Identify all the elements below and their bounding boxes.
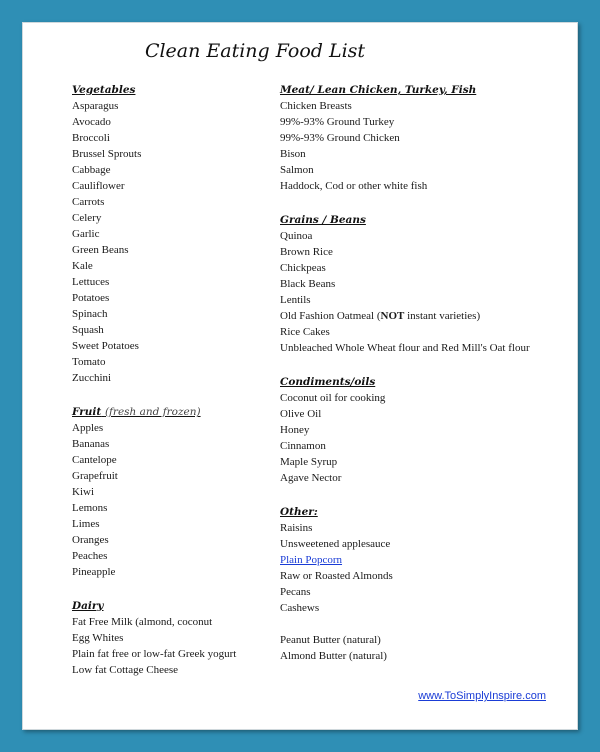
website-link[interactable]: www.ToSimplyInspire.com (418, 690, 546, 702)
section-spacer (72, 386, 272, 404)
fruit-list (72, 420, 272, 580)
vegetables-section (72, 82, 272, 386)
list-item: Bison (280, 148, 306, 160)
condiments-section (280, 374, 570, 486)
vegetables-heading: Vegetables (72, 84, 136, 96)
dairy-section (72, 598, 272, 678)
list-item: Coconut oil for cooking (280, 392, 386, 404)
meat-heading: Meat/ Lean Chicken, Turkey, Fish (280, 84, 477, 96)
fruit-heading-label: Fruit (72, 406, 102, 418)
list-item: Lentils (280, 294, 311, 306)
list-item: Lemons (72, 502, 108, 514)
other-list (280, 520, 570, 664)
list-item: Brown Rice (280, 246, 333, 258)
list-item: Potatoes (72, 292, 110, 304)
list-item: 99%-93% Ground Chicken (280, 132, 400, 144)
list-item: Cabbage (72, 164, 111, 176)
grains-section (280, 212, 570, 356)
condiments-list (280, 390, 570, 486)
other-heading: Other: (280, 506, 318, 518)
list-item: Raisins (280, 522, 313, 534)
list-item: Kiwi (72, 486, 94, 498)
list-item: Cashews (280, 602, 320, 614)
list-item: Brussel Sprouts (72, 148, 142, 160)
list-item: Garlic (72, 228, 100, 240)
list-item: Squash (72, 324, 104, 336)
list-item: Avocado (72, 116, 111, 128)
list-item: Rice Cakes (280, 326, 330, 338)
dairy-heading: Dairy (72, 600, 104, 612)
list-item: Low fat Cottage Cheese (72, 664, 178, 676)
list-item: Unbleached Whole Wheat flour and Red Mill's Oat flour (280, 342, 530, 354)
list-item: Tomato (72, 356, 106, 368)
grains-heading: Grains / Beans (280, 214, 366, 226)
list-item: Chickpeas (280, 262, 326, 274)
list-item: Pineapple (72, 566, 116, 578)
list-item: Limes (72, 518, 100, 530)
list-item: Peanut Butter (natural) (280, 634, 381, 646)
section-spacer (72, 580, 272, 598)
fruit-heading (72, 404, 272, 420)
meat-section (280, 82, 570, 194)
meat-list (280, 98, 570, 194)
list-item: Lettuces (72, 276, 110, 288)
fruit-section (72, 404, 272, 580)
section-spacer (280, 194, 570, 212)
list-item: Cantelope (72, 454, 117, 466)
right-column (280, 82, 570, 664)
list-item: Oranges (72, 534, 109, 546)
list-item: Peaches (72, 550, 108, 562)
list-item: Grapefruit (72, 470, 118, 482)
list-item: Quinoa (280, 230, 313, 242)
list-item: Celery (72, 212, 102, 224)
document-page (22, 22, 578, 730)
section-spacer (280, 486, 570, 504)
list-item: Fat Free Milk (almond, coconut (72, 616, 213, 628)
list-item: Agave Nector (280, 472, 342, 484)
list-item: Cauliflower (72, 180, 125, 192)
page-title: Clean Eating Food List (144, 40, 366, 62)
list-item: Broccoli (72, 132, 110, 144)
other-section (280, 504, 570, 664)
list-item: Maple Syrup (280, 456, 338, 468)
list-item: Honey (280, 424, 310, 436)
dairy-list (72, 614, 272, 678)
list-item: Salmon (280, 164, 314, 176)
list-item: Unsweetened applesauce (280, 538, 391, 550)
list-item: Haddock, Cod or other white fish (280, 180, 428, 192)
grains-list (280, 228, 570, 356)
list-item: Almond Butter (natural) (280, 650, 387, 662)
plain-popcorn-link[interactable]: Plain Popcorn (280, 554, 343, 566)
list-item: Cinnamon (280, 440, 326, 452)
list-item: Pecans (280, 586, 311, 598)
list-item: 99%-93% Ground Turkey (280, 116, 395, 128)
list-item: Zucchini (72, 372, 112, 384)
list-item: Raw or Roasted Almonds (280, 570, 393, 582)
list-item: Spinach (72, 308, 108, 320)
oatmeal-suffix: instant varieties) (404, 310, 481, 322)
list-item: Apples (72, 422, 104, 434)
condiments-heading: Condiments/oils (280, 376, 376, 388)
list-item: Chicken Breasts (280, 100, 352, 112)
list-item: Sweet Potatoes (72, 340, 139, 352)
fruit-heading-note: (fresh and frozen) (104, 406, 201, 418)
list-item: Carrots (72, 196, 105, 208)
oatmeal-emphasis: NOT (380, 310, 405, 322)
list-item: Black Beans (280, 278, 336, 290)
list-item: Egg Whites (72, 632, 124, 644)
list-item: Green Beans (72, 244, 129, 256)
list-item: Asparagus (72, 100, 119, 112)
section-spacer (280, 356, 570, 374)
list-item: Plain fat free or low-fat Greek yogurt (72, 648, 237, 660)
list-item-oatmeal (280, 308, 570, 324)
vegetables-list (72, 98, 272, 386)
oatmeal-prefix: Old Fashion Oatmeal ( (280, 310, 381, 322)
blank-line (280, 616, 570, 632)
list-item: Bananas (72, 438, 110, 450)
left-column (72, 82, 272, 678)
list-item: Kale (72, 260, 93, 272)
list-item: Olive Oil (280, 408, 322, 420)
